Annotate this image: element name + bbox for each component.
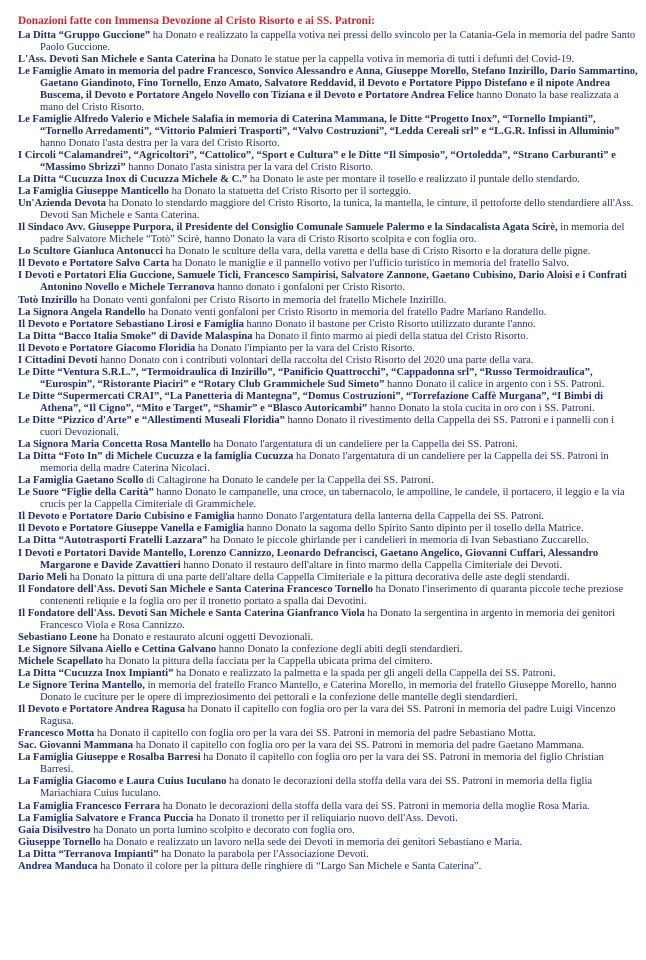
donation-description: ha Donato le statue per la cappella votiva in memoria di tutti i defunti del Covid-19.: [215, 53, 575, 65]
donation-description: ha Donato le aste per montare il tosello e realizzato il puntale dello stendardo.: [247, 174, 580, 186]
donation-description: ha Donato e realizzato la palmetta e la spada per gli angeli della Cappella dei SS. Patroni.: [173, 667, 556, 679]
donor-name: Totò Inzirillo: [18, 294, 78, 306]
donation-entry: [18, 391, 638, 415]
donation-description: ha Donato il tronetto per il reliquiario nuovo dell'Ass. Devoti.: [193, 812, 458, 824]
donation-description: hanno Donato la sagoma dello Spirito Santo dipinto per il tosello della Matrice.: [244, 523, 584, 535]
donation-description: in memoria del fratello Franco Mantello, e Caterina Morello, in memoria del fratello Giuseppe Morello, hanno Donato le cuciture per le opere di impreziosimento dei pettorali e la confezione delle mantelle degli stendardieri.: [40, 680, 617, 704]
donation-entry: [18, 246, 638, 258]
donor-name: Il Fondatore dell'Ass. Devoti San Michele e Santa Caterina Gianfranco Viola: [18, 607, 365, 619]
donation-description: hanno Donato il calice in argento con i SS. Patroni.: [384, 378, 605, 390]
donor-name: La Famiglia Giacomo e Laura Cuius Iuculano: [18, 776, 227, 788]
donation-entry: [18, 825, 638, 837]
donor-name: Andrea Manduca: [18, 860, 98, 872]
donation-entry: [18, 114, 638, 150]
donation-description: ha Donato le maniglie e il pannello votivo per l'ufficio turistico in memoria del fratello Salvo.: [169, 258, 570, 270]
donor-name: La Ditta “Foto In” di Michele Cucuzza e la famiglia Cucuzza: [18, 451, 294, 463]
donor-name: I Devoti e Portatori Davide Mantello, Lorenzo Cannizzo, Leonardo Defrancisci, Gaetano Angelico, Giovanni Cuffari, Alessandro Margarone e Davide Zavattieri: [18, 547, 599, 571]
donor-name: La Famiglia Gaetano Scollo: [18, 475, 144, 487]
donor-name: Le Suore “Figlie della Carità”: [18, 487, 154, 499]
donation-description: ha Donato il colore per la pittura delle ringhiere di “Largo San Michele e Santa Caterina”.: [97, 860, 482, 872]
donation-entry: [18, 307, 638, 319]
donation-entry: [18, 644, 638, 656]
donation-description: hanno Donato la base realizzata a mano del Cristo Risorto.: [40, 89, 619, 113]
donation-description: ha Donato e realizzato la cappella votiva nei pressi dello svincolo per la Catania-Gela in memoria del padre Santo Paolo Guccione.: [40, 29, 636, 53]
donor-name: I Circoli “Calamandrei”, “Agricoltori”, “Cattolico”, “Sport e Cultura” e le Ditte “Il Simposio”, “Ortoledda”, “Strano Carburanti” e “Massimo Sbrizzi”: [18, 149, 616, 174]
donor-name: Il Devoto e Portatore Giacomo Floridia: [18, 342, 196, 354]
donation-description: ha Donato lo stendardo maggiore del Cristo Risorto, la tunica, la mantella, le cinture, il pettoforte dello stendardiere all'Ass. Devoti San Michele e Santa Caterina.: [40, 198, 634, 222]
donor-name: La Ditta “Terranova Impianti”: [18, 848, 159, 860]
donation-entry: [18, 861, 638, 873]
donation-entry: [18, 30, 638, 54]
donor-name: Sebastiano Leone: [18, 631, 98, 643]
donation-entry: [18, 451, 638, 475]
donation-entry: [18, 523, 638, 535]
donation-description: ha Donato la pittura della facciata per la Cappella ubicata prima del cimitero.: [103, 655, 433, 667]
donor-name: Il Devoto e Portatore Andrea Ragusa: [18, 704, 186, 716]
donation-description: hanno Donato il bastone per Cristo Risorto utilizzato durante l'anno.: [243, 318, 536, 330]
donor-name: Le Famiglie Amato in memoria del padre Francesco, Sonvico Alessandro e Anna, Giuseppe Morello, Stefano Inzirillo, Dario Sammartino, Gaetano Giandinoto, Fino Tornello, Enzo Amato, Salvatore Reddavid, il Devoto e Portatore Pippo Distefano e il nipote Andrea Buscema, il Devoto e Portatore Angelo Novello con Tiziana e il Devoto e Portatore Andrea Felice: [18, 65, 638, 101]
donation-entry: [18, 668, 638, 680]
donation-entry: [18, 704, 638, 728]
donor-name: La Ditta “Bacco Italia Smoke” di Davide Malaspina: [18, 330, 253, 342]
donor-name: Il Devoto e Portatore Dario Cubisino e Famiglia: [18, 511, 235, 523]
donation-description: ha Donato e restaurato alcuni oggetti Devozionali.: [97, 631, 314, 643]
donation-entry: [18, 343, 638, 355]
donation-description: ha Donato l'impianto per la vara del Cristo Risorto.: [195, 342, 415, 354]
donation-entry: [18, 849, 638, 861]
donation-description: hanno Donato il restauro dell'altare in finto marmo della Cappella Cimiteriale dei Devoti.: [180, 559, 563, 571]
donor-name: La Famiglia Salvatore e Franca Puccia: [18, 812, 194, 824]
donation-entry: [18, 837, 638, 849]
donation-description: hanno Donato le campanelle, una croce, un tabernacolo, le ampolline, le candele, il portacero, il leggio e la via crucis per la Cappella Cimiteriale di Grammichele.: [40, 487, 625, 511]
donor-name: Il Sindaco Avv. Giuseppe Purpora, il Presidente del Consiglio Comunale Samuele Palermo e la Sindacalista Agata Scirè,: [18, 222, 558, 234]
donation-description: hanno Donato l'asta destra per la vara del Cristo Risorto.: [40, 137, 280, 149]
donation-description: ha Donato il capitello con foglia oro per la vara dei SS. Patroni in memoria del padre Luigi Vincenzo Ragusa.: [40, 704, 616, 728]
donation-entry: [18, 258, 638, 270]
donor-name: La Ditta “Cucuzza Inox Impianti”: [18, 667, 174, 679]
donor-name: Le Signore Silvana Aiello e Cettina Galvano: [18, 643, 217, 655]
donation-entry: [18, 813, 638, 825]
donation-description: ha Donato un porta lumino scolpito e decorato con foglia oro.: [90, 824, 355, 836]
donation-entry: [18, 415, 638, 439]
donor-name: La Famiglia Francesco Ferrara: [18, 800, 161, 812]
donor-name: La Ditta “Gruppo Guccione”: [18, 29, 151, 41]
donor-name: La Ditta “Cucuzza Inox di Cucuzza Michele & C.”: [18, 174, 248, 186]
donation-entry: [18, 548, 638, 572]
donation-entry: [18, 728, 638, 740]
donation-description: ha Donato le piccole ghirlande per i candelieri in memoria di Ivan Sebastiano Zuccarello.: [207, 535, 589, 547]
donation-description: ha Donato il capitello con foglia oro per la vara dei SS. Patroni in memoria del padre Sebastiano Motta.: [94, 728, 536, 740]
donor-name: L'Ass. Devoti San Michele e Santa Caterina: [18, 53, 216, 65]
donor-name: Il Devoto e Portatore Salvo Carta: [18, 258, 170, 270]
donation-description: ha Donato il capitello con foglia oro per la vara dei SS. Patroni in memoria del figlio Christian Barresi.: [40, 752, 604, 776]
donation-entry: [18, 54, 638, 66]
donor-name: I Cittadini Devoti: [18, 354, 98, 366]
donation-description: ha Donato la parabola per l'Associazione Devoti.: [158, 848, 369, 860]
donor-name: Il Devoto e Portatore Giuseppe Vanella e Famiglia: [18, 523, 245, 535]
donation-description: ha Donato le sculture della vara, della varetta e della base di Cristo Risorto e la doratura delle pigne.: [162, 246, 591, 258]
donor-name: Un'Azienda Devota: [18, 198, 106, 210]
donation-entry: [18, 487, 638, 511]
donor-name: Il Devoto e Portatore Sebastiano Lirosi e Famiglia: [18, 318, 244, 330]
donation-description: ha donato le decorazioni della stoffa della vara dei SS. Patroni in memoria della figlia Mariachiara Cuius Iuculano.: [40, 776, 593, 800]
donation-description: hanno Donato con i contributi volontari della raccolta del Cristo Risorto del 2020 una parte della vara.: [97, 354, 534, 366]
donation-entry: [18, 752, 638, 776]
donation-entry: [18, 511, 638, 523]
donation-entry: [18, 66, 638, 114]
donation-description: ha Donato il capitello con foglia oro per la vara dei SS. Patroni in memoria del padre Gaetano Mammana.: [133, 740, 585, 752]
donation-entry: [18, 150, 638, 174]
donation-description: hanno donato i gonfaloni per Cristo Risorto.: [214, 282, 405, 294]
donation-description: in memoria del padre Salvatore Michele “Totò” Scirè, hanno Donato la vara di Cristo Risorto scolpita e con foglia oro.: [40, 222, 625, 246]
donor-name: Le Signore Terina Mantello,: [18, 680, 145, 692]
donation-entry: [18, 331, 638, 343]
donation-description: di Caltagirone ha Donato le candele per la Cappella dei SS. Patroni.: [143, 475, 434, 487]
donor-name: La Signora Maria Concetta Rosa Mantello: [18, 439, 211, 451]
donor-name: Le Ditte “Ventura S.R.L.”, “Termoidraulica di Inzirillo”, “Panificio Quattrocchi”, “Cappadonna srl”, “Russo Termoidraulica”, “Eurospin”, “Ristorante Piaciri” e “Rotary Club Grammichele Sud Simeto”: [18, 366, 593, 390]
donor-name: Michele Scapellato: [18, 655, 104, 667]
donation-description: ha Donato le decorazioni della stoffa della vara dei SS. Patroni in memoria della moglie Rosa Maria.: [160, 800, 590, 812]
donor-name: Le Ditte “Pizzico d'Arte” e “Allestimenti Museali Floridia”: [18, 415, 285, 426]
donation-entry: [18, 295, 638, 307]
donation-entry: [18, 776, 638, 800]
donation-entry: [18, 186, 638, 198]
donation-entry: [18, 740, 638, 752]
donation-entry: [18, 439, 638, 451]
donation-description: ha Donato l'argentatura di un candeliere per la Cappella dei SS. Patroni in memoria della madre Caterina Nicolaci.: [40, 451, 609, 475]
donation-entry: [18, 355, 638, 367]
donations-list: [18, 30, 638, 873]
donation-description: ha Donato la statuetta del Cristo Risorto per il sorteggio.: [168, 186, 412, 198]
donation-description: hanno Donato la confezione degli abiti degli stendardieri.: [216, 643, 463, 655]
donation-description: hanno Donato l'asta sinistra per la vara del Cristo Risorto.: [125, 162, 374, 174]
donation-description: ha Donato l'inserimento di quaranta piccole teche preziose contenenti reliquie e la foglia oro per il tronetto portato a spalla dai Devotini.: [40, 583, 624, 607]
donation-entry: [18, 319, 638, 331]
donation-entry: [18, 198, 638, 222]
donor-name: Le Ditte “Supermercati CRAI”, “La Panetteria di Mantegna”, “Domus Costruzioni”, “Torrefazione Caffè Murgana”, “I Bimbi di Athena”, “Il Cigno”, “Mito e Target”, “Shamir” e “Blasco Autoricambi”: [18, 390, 604, 414]
donation-entry: [18, 632, 638, 644]
donor-name: I Devoti e Portatori Elia Guccione, Samuele Ticli, Francesco Sampirisi, Salvatore Zannone, Gaetano Cubisino, Dario Aloisi e i Confrati Antonino Novello e Michele Terranova: [18, 270, 627, 294]
donation-entry: [18, 572, 638, 584]
donor-name: Le Famiglie Alfredo Valerio e Michele Salafia in memoria di Caterina Mammana, le Ditte “Progetto Inox”, “Tornello Impianti”, “Tornello Arredamenti”, “Vittorio Palmieri Trasporti”, “Valvo Costruzioni”, “Ledda Cereali srl” e “L.G.R. Infissi in Alluminio”: [18, 113, 620, 137]
donor-name: La Famiglia Giuseppe Manticello: [18, 186, 169, 198]
donation-description: ha Donato l'argentatura di un candeliere per la Cappella dei SS. Patroni.: [210, 439, 518, 451]
donor-name: Giuseppe Tornello: [18, 836, 101, 848]
donation-description: hanno Donato il rivestimento della Cappella dei SS. Patroni e i pannelli con i cuori Devozionali.: [40, 415, 615, 439]
donation-entry: [18, 475, 638, 487]
donation-entry: [18, 535, 638, 547]
page-title: Donazioni fatte con Immensa Devozione al Cristo Risorto e ai SS. Patroni:: [18, 15, 375, 27]
donation-entry: [18, 608, 638, 632]
donation-description: ha Donato venti gonfaloni per Cristo Risorto in memoria del fratello Michele Inzirillo.: [77, 294, 447, 306]
donation-entry: [18, 367, 638, 391]
donor-name: Francesco Motta: [18, 728, 95, 740]
donation-entry: [18, 270, 638, 294]
donor-name: Dario Meli: [18, 571, 68, 583]
donor-name: Sac. Giovanni Mammana: [18, 740, 134, 752]
donor-name: Lo Scultore Gianluca Antonucci: [18, 246, 163, 258]
donation-description: ha Donato la pittura di una parte dell'altare della Cappella Cimiteriale e la pittura decorativa delle aste degli stendardi.: [67, 571, 570, 583]
donation-entry: [18, 680, 638, 704]
donation-entry: [18, 801, 638, 813]
donor-name: La Signora Angela Randello: [18, 306, 146, 318]
donation-description: ha Donato il finto marmo ai piedi della statua del Cristo Risorto.: [252, 330, 529, 342]
donation-description: ha Donato venti gonfaloni per Cristo Risorto in memoria del fratello Padre Mariano Randello.: [145, 306, 547, 318]
donation-entry: [18, 222, 638, 246]
donation-description: hanno Donato l'argentatura della lanterna della Cappella dei SS. Patroni.: [234, 511, 545, 523]
donor-name: La Famiglia Giuseppe e Rosalba Barresi: [18, 752, 201, 764]
donation-description: hanno Donato la stola cucita in oro con i SS. Patroni.: [367, 402, 595, 414]
donation-entry: [18, 584, 638, 608]
donation-entry: [18, 656, 638, 668]
donation-entry: [18, 174, 638, 186]
donation-description: ha Donato e realizzato un lavoro nella sede dei Devoti in memoria dei genitori Sebastiano e Maria.: [100, 836, 522, 848]
donor-name: Gaia Disilvestro: [18, 824, 91, 836]
donation-description: ha Donato la sergentina in argento in memoria dei genitori Francesco Viola e Rosa Cannizzo.: [40, 607, 616, 631]
donor-name: La Ditta “Autotrasporti Fratelli Lazzara”: [18, 535, 208, 547]
donor-name: Il Fondatore dell'Ass. Devoti San Michele e Santa Caterina Francesco Tornello: [18, 583, 373, 595]
